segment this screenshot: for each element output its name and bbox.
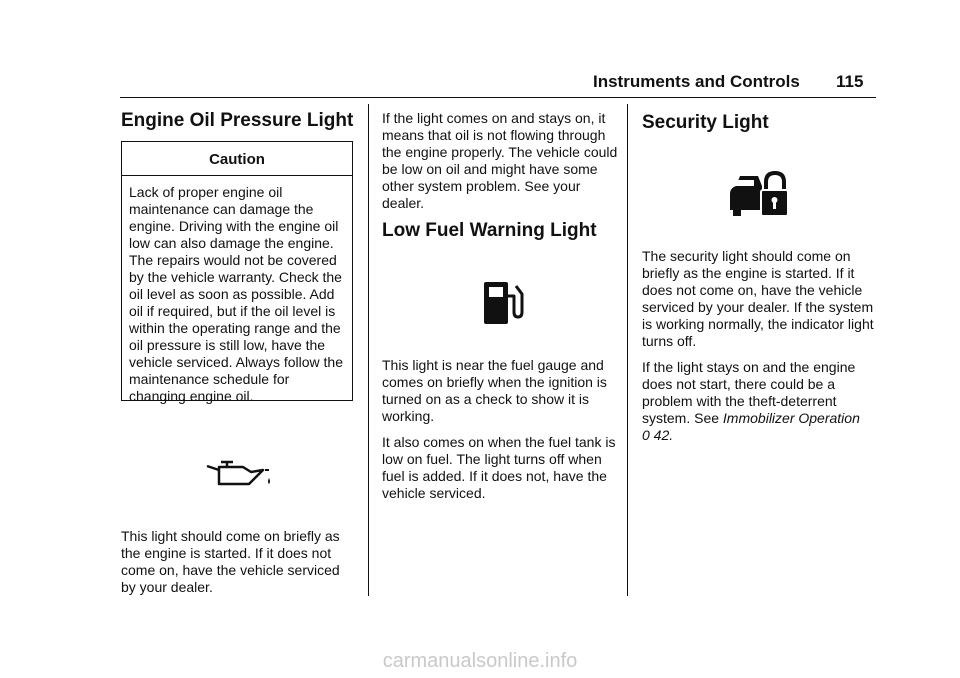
header-rule [120, 97, 876, 98]
oil-light-paragraph: This light should come on briefly as the engine is started. If it does not come on, have the vehicle serviced by your dealer. [121, 528, 340, 595]
security-text: The security light should come on briefly as the engine is started. If it does not come on, have the vehicle serviced by your dealer. If the system is working normally, the indicator light turns off. If the light stays on and the engine does not start, there could be a problem with the theft-deterrent system. See Immobilizer Operation 0 42. [642, 248, 874, 443]
heading-security: Security Light [642, 112, 769, 133]
oil-can-icon [205, 458, 275, 488]
caution-text: Lack of proper engine oil maintenance can damage the engine. Driving with the engine oil low can also damage the engine. The repairs would not be covered by the vehicle warranty. Check the oil level as soon as possible. Add oil if required, but if the oil level is within the operating range and the oil pressure is still low, have the vehicle serviced. Always follow the maintenance schedule for changing engine oil. [129, 184, 343, 404]
heading-low-fuel: Low Fuel Warning Light [382, 220, 597, 241]
fuel-pump-icon [482, 280, 524, 326]
page-number: 115 [836, 72, 864, 91]
column-divider-2 [627, 104, 628, 596]
heading-oil-pressure: Engine Oil Pressure Light [121, 110, 354, 131]
car-lock-icon [728, 170, 790, 218]
oil-continued-paragraph: If the light comes on and stays on, it means that oil is not flowing through the engine properly. The vehicle could be low on oil and might have some other system problem. See your dealer. [382, 110, 618, 211]
caution-box [121, 141, 353, 404]
watermark-footer: carmanualsonline.info [382, 650, 578, 672]
immobilizer-link[interactable]: Immobilizer Operation [722, 410, 860, 426]
column-divider-1 [368, 104, 369, 596]
running-header-title: Instruments and Controls [593, 72, 800, 91]
low-fuel-text: This light is near the fuel gauge and comes on briefly when the ignition is turned on as a check to show it is working. It also comes on when the fuel tank is low on fuel. The light turns off when fuel is added. If it does not, have the vehicle serviced. [382, 357, 616, 501]
caution-title: Caution [122, 142, 352, 176]
page-ref: 0 42. [642, 427, 674, 443]
